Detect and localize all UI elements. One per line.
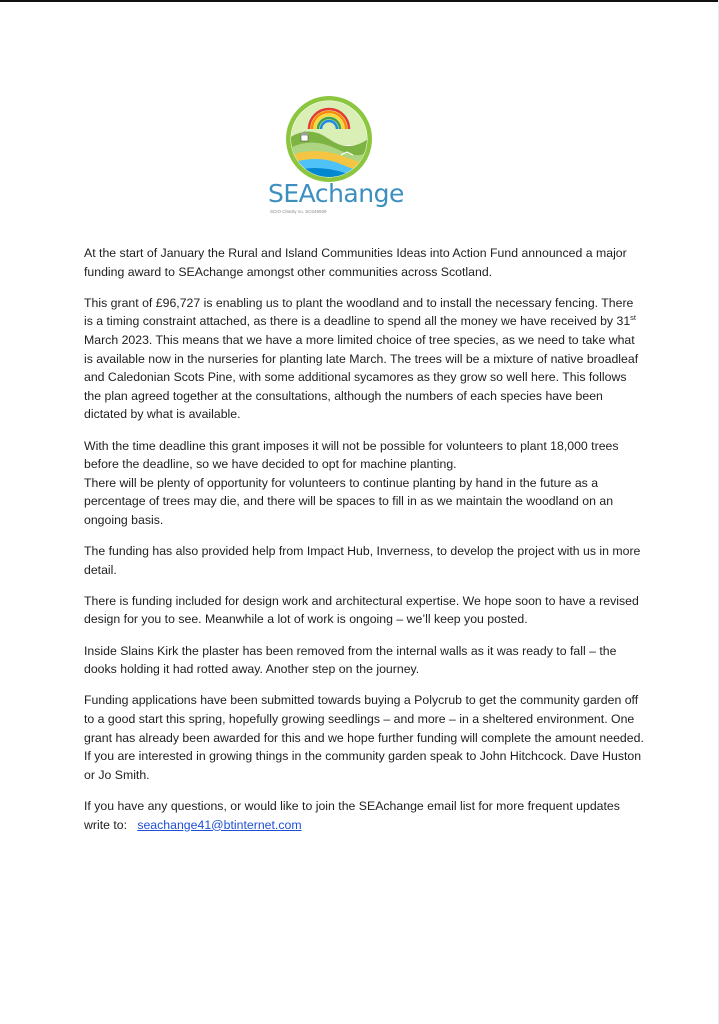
- paragraph-kirk: Inside Slains Kirk the plaster has been removed from the internal walls as it was ready to fall – the dooks holding it had rotted away. Another step on the journey.: [84, 643, 617, 677]
- paragraph-intro: At the start of January the Rural and Island Communities Ideas into Action Fund announced a major funding award to SEAchange amongst other communities across Scotland.: [84, 246, 627, 279]
- logo-subtitle: SCIO Charity no. SC049939: [270, 209, 327, 214]
- seachange-logo: [258, 95, 408, 215]
- paragraph-impact-hub: The funding has also provided help from Impact Hub, Inverness, to develop the project with us in more detail.: [84, 544, 641, 577]
- grant-ordinal: st: [630, 313, 637, 323]
- paragraph-contact: [84, 797, 644, 834]
- paragraph-grant: [84, 294, 644, 424]
- grant-text-part1: This grant of £96,727 is enabling us to plant the woodland and to install the necessary fencing. There is a timing constraint attached, as there is a deadline to spend all the money we have received by 31: [84, 295, 634, 329]
- logo-wordmark: SEAchange: [268, 179, 404, 208]
- page-top-border: [0, 0, 719, 2]
- deadline-line2: There will be plenty of opportunity for volunteers to continue planting by hand in the future as a percentage of trees may die, and there will be spaces to fill in as we maintain the woodland on an ongoing basis.: [84, 475, 614, 527]
- paragraph-deadline: [84, 437, 644, 530]
- deadline-line1: With the time deadline this grant imposes it will not be possible for volunteers to plant 18,000 trees before the deadline, so we have decided to opt for machine planting.: [84, 438, 619, 472]
- grant-text-part2: March 2023. This means that we have a more limited choice of tree species, as we need to take what is available now in the nurseries for planting late March. The trees will be a mixture of native broadleaf and Caledonian Scots Pine, with some additional sycamores as they grow so well here. This follows the plan agreed together at the consultations, although the numbers of each species have been dictated by what is available.: [84, 332, 639, 422]
- email-link[interactable]: seachange41@btinternet.com: [137, 817, 302, 832]
- paragraph-polycrub: Funding applications have been submitted towards buying a Polycrub to get the community garden off to a good start this spring, hopefully growing seedlings – and more – in a sheltered environment. One grant has already been awarded for this and we hope further funding will complete the amount needed. If you are interested in growing things in the community garden speak to John Hitchcock. Dave Huston or Jo Smith.: [84, 693, 644, 782]
- paragraph-design: There is funding included for design work and architectural expertise. We hope soon to have a revised design for you to see. Meanwhile a lot of work is ongoing – we’ll keep you posted.: [84, 593, 639, 627]
- contact-text: If you have any questions, or would like to join the SEAchange email list for more frequent updates write to:: [84, 799, 620, 832]
- logo-emblem-icon: [285, 95, 373, 183]
- document-body: [84, 244, 644, 847]
